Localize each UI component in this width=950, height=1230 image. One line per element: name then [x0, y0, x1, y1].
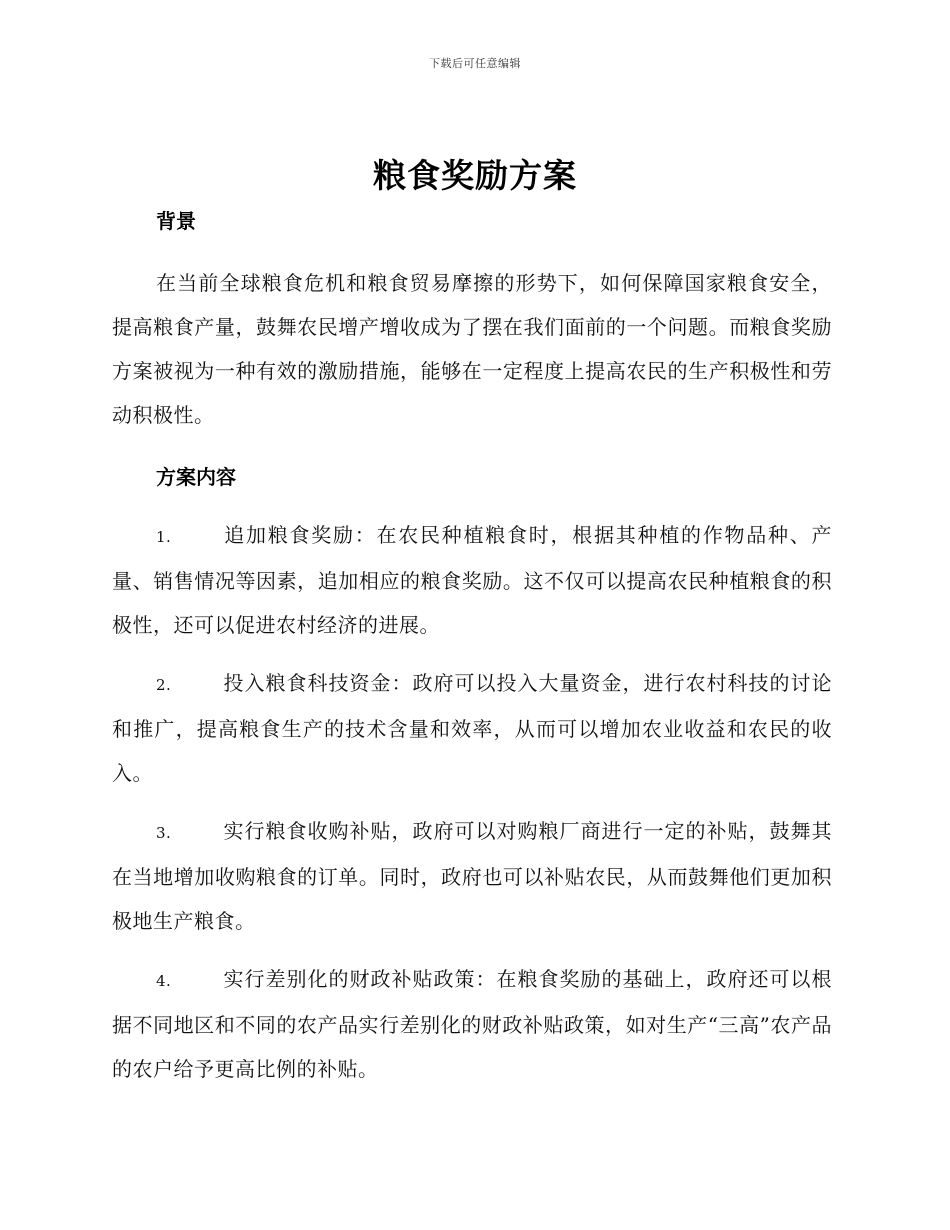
plan-item-3	[112, 809, 832, 943]
section-heading-background: 背景	[156, 209, 196, 233]
plan-item-number: 1.	[156, 528, 172, 546]
plan-item-2	[112, 661, 832, 795]
document-body	[112, 205, 832, 1091]
plan-item-list	[112, 513, 832, 1091]
plan-item-number: 4.	[156, 972, 172, 990]
spacer	[112, 647, 832, 661]
background-paragraph: 在当前全球粮食危机和粮食贸易摩擦的形势下，如何保障国家粮食安全，提高粮食产量，鼓舞农民增产增收成为了摆在我们面前的一个问题。而粮食奖励方案被视为一种有效的激励措施，能够在一定程度上提高农民的生产积极性和劳动积极性。	[112, 271, 832, 427]
section-heading-content: 方案内容	[156, 465, 236, 489]
plan-item-4	[112, 957, 832, 1091]
plan-item-text: 追加粮食奖励：在农民种植粮食时，根据其种植的作物品种、产量、销售情况等因素，追加相应的粮食奖励。这不仅可以提高农民种植粮食的积极性，还可以促进农村经济的进展。	[112, 523, 832, 637]
plan-item-1	[112, 513, 832, 647]
plan-item-number: 3.	[156, 824, 172, 842]
plan-item-text: 实行差别化的财政补贴政策：在粮食奖励的基础上，政府还可以根据不同地区和不同的农产品实行差别化的财政补贴政策，如对生产“三高”农产品的农户给予更高比例的补贴。	[112, 967, 832, 1081]
document-title: 粮食奖励方案	[373, 156, 577, 195]
spacer	[112, 237, 832, 261]
spacer	[112, 795, 832, 809]
plan-item-text: 投入粮食科技资金：政府可以投入大量资金，进行农村科技的讨论和推广，提高粮食生产的技术含量和效率，从而可以增加农业收益和农民的收入。	[112, 671, 832, 785]
plan-item-number: 2.	[156, 676, 172, 694]
spacer	[112, 493, 832, 513]
spacer	[112, 437, 832, 461]
header-note: 下载后可任意编辑	[429, 57, 521, 70]
plan-item-text: 实行粮食收购补贴，政府可以对购粮厂商进行一定的补贴，鼓舞其在当地增加收购粮食的订单。同时，政府也可以补贴农民，从而鼓舞他们更加积极地生产粮食。	[112, 819, 832, 933]
spacer	[112, 943, 832, 957]
